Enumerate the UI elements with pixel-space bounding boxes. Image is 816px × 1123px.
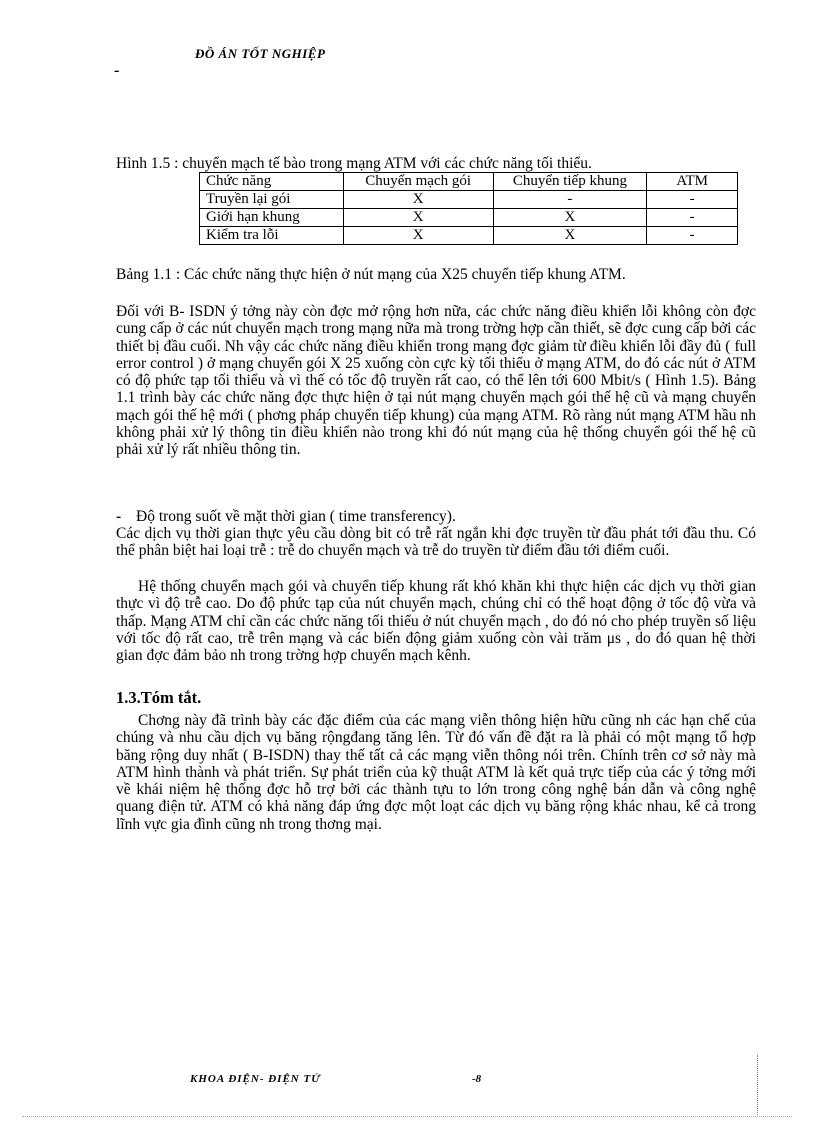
header-dash: - [114, 62, 120, 79]
footer-page-number: -8 [472, 1073, 482, 1085]
table-header-cell: Chuyển tiếp khung [493, 173, 647, 191]
table-cell: X [493, 209, 647, 227]
table-row [200, 191, 738, 209]
table-row [200, 209, 738, 227]
figure-caption: Hình 1.5 : chuyển mạch tế bào trong mạng ATM với các chức năng tối thiểu. [116, 155, 592, 172]
table-cell: Truyền lại gói [200, 191, 344, 209]
table-cell: - [647, 227, 738, 245]
table-header-cell: Chuyển mạch gói [343, 173, 493, 191]
paragraph-bisdn: Đối với B- ISDN ý tởng này còn đợc mở rộng hơn nữa, các chức năng điều khiển lỗi không còn đợc cung cấp ở các nút chuyển mạch trong mạng nữa mà trong trờng hợp cần thiết, sẽ đợc cung cấp bởi các thiết bị đầu cuối. Nh vậy các chức năng điều khiển trong mạng đợc giảm từ điều khiển lỗi đầy đủ ( full error control ) ở mạng chuyển gói X 25 xuống còn cực kỳ tối thiểu ở mạng ATM, do đó các nút ở ATM có độ phức tạp tối thiểu và vì thế có tốc độ truyền rất cao, có thể lên tới 600 Mbit/s ( Hình 1.5). Bảng 1.1 trình bày các chức năng đợc thực hiện ở tại nút mạng chuyển mạch gói thế hệ cũ và mạng chuyển mạch gói thế hệ mới ( phơng pháp chuyển tiếp khung) của mạng ATM. Rõ ràng nút mạng ATM hầu nh không phải xử lý thông tin điều khiển nào trong khi đó nút mạng của hệ thống chuyển gói thế hệ cũ phải xử lý rất nhiều thông tin. [116, 303, 756, 459]
bullet-text: Độ trong suốt về mặt thời gian ( time transferency). [136, 508, 456, 525]
table-cell: X [343, 227, 493, 245]
paragraph-summary: Chơng này đã trình bày các đặc điểm của các mạng viễn thông hiện hữu cũng nh các hạn chế của chúng và nhu cầu dịch vụ băng rộngđang tăng lên. Từ đó vấn đề đặt ra là phải có một mạng tổ hợp băng rộng duy nhất ( B-ISDN) thay thế tất cả các mạng viễn thông nói trên. Chính trên cơ sở này mà ATM hình thành và phát triển. Sự phát triển của kỹ thuật ATM là kết quả trực tiếp của các ý tởng mới về khái niệm hệ thống đợc hỗ trợ bởi các thành tựu to lớn trong công nghệ bán dẫn và công nghệ quang điện tử. ATM có khả năng đáp ứng đợc một loạt các dịch vụ băng rộng khác nhau, kể cả trong lĩnh vực gia đình cũng nh trong thơng mại. [116, 712, 756, 833]
page-header-title: ĐỒ ÁN TỐT NGHIỆP [195, 46, 326, 61]
table-caption: Bảng 1.1 : Các chức năng thực hiện ở nút mạng của X25 chuyển tiếp khung ATM. [116, 266, 626, 283]
table-row [200, 227, 738, 245]
table-cell: - [647, 191, 738, 209]
bullet-item [116, 508, 456, 526]
table-header-cell: Chức năng [200, 173, 344, 191]
footer-vertical-divider [757, 1055, 758, 1115]
table-cell: X [343, 209, 493, 227]
table-cell: Kiểm tra lỗi [200, 227, 344, 245]
table-cell: X [493, 227, 647, 245]
bullet-dash: - [116, 508, 122, 525]
table-header-row [200, 173, 738, 191]
function-comparison-table [199, 172, 738, 245]
paragraph-realtime: Các dịch vụ thời gian thực yêu cầu dòng bit có trễ rất ngắn khi đợc truyền từ đầu phát tới đầu thu. Có thể phân biệt hai loại trễ : trễ do chuyển mạch và trễ do truyền từ điểm đầu tới điểm cuối. [116, 525, 756, 560]
table-cell: - [647, 209, 738, 227]
table-cell: - [493, 191, 647, 209]
table-cell: Giới hạn khung [200, 209, 344, 227]
section-heading: 1.3.Tóm tắt. [116, 688, 202, 707]
footer-department: KHOA ĐIỆN- ĐIỆN TỬ [190, 1073, 321, 1085]
table-header-cell: ATM [647, 173, 738, 191]
page-bottom-divider [22, 1116, 792, 1117]
table-cell: X [343, 191, 493, 209]
paragraph-delay: Hệ thống chuyển mạch gói và chuyển tiếp khung rất khó khăn khi thực hiện các dịch vụ thời gian thực vì độ trễ cao. Do độ phức tạp của nút chuyển mạch, chúng chỉ có thể hoạt động ở tốc độ vừa và thấp. Mạng ATM chỉ cần các chức năng tối thiểu ở nút chuyển mạch , do đó nó cho phép truyền số liệu với tốc độ rất cao, trễ trên mạng và các biến động giảm xuống còn vài trăm μs , do đó quan hệ thời gian đợc đảm bảo nh trong trờng hợp chuyển mạch kênh. [116, 578, 756, 665]
